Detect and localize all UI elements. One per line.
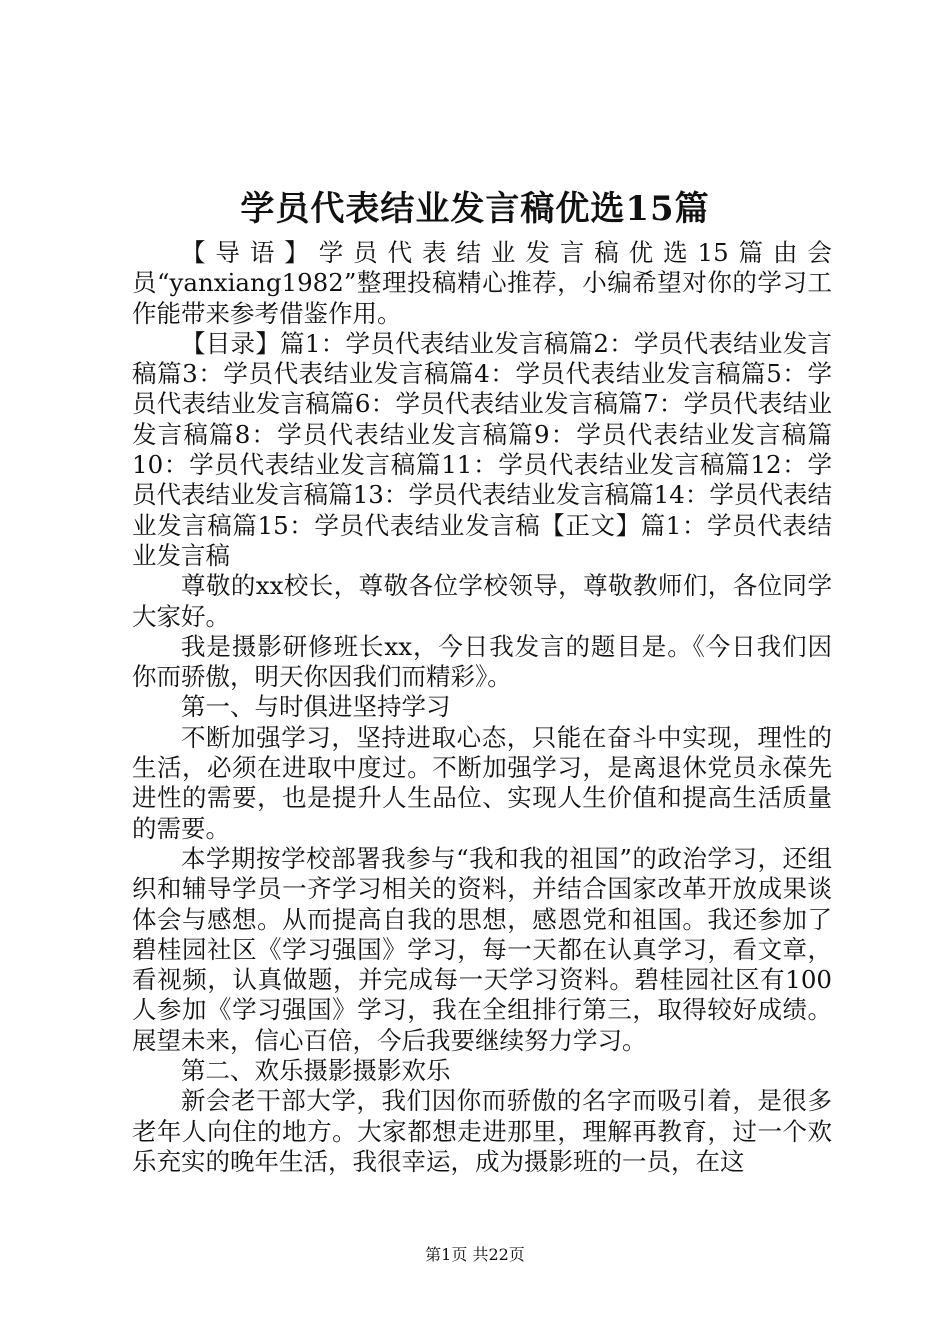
section-heading: 第一、与时俱进坚持学习 <box>181 692 451 722</box>
section-heading: 第二、欢乐摄影摄影欢乐 <box>181 1056 451 1086</box>
body-paragraph: 我是摄影研修班长xx，今日我发言的题目是。《今日我们因你而骄傲，明天你因我们而精彩》。 <box>132 631 832 692</box>
body-paragraph: 新会老干部大学，我们因你而骄傲的名字而吸引着，是很多老年人向住的地方。大家都想走进那里，理解再教育，过一个欢乐充实的晚年生活，我很幸运，成为摄影班的一员，在这 <box>132 1086 832 1176</box>
page-number-footer: 第1页 共22页 <box>425 1245 525 1264</box>
document-title: 学员代表结业发言稿优选15篇 <box>240 189 710 229</box>
toc-paragraph: 【目录】篇1：学员代表结业发言稿篇2：学员代表结业发言稿篇3：学员代表结业发言稿篇4：学员代表结业发言稿篇5：学员代表结业发言稿篇6：学员代表结业发言稿篇7：学员代表结业发言稿篇8：学员代表结业发言稿篇9：学员代表结业发言稿篇10：学员代表结业发言稿篇11：学员代表结业发言稿篇12：学员代表结业发言稿篇13：学员代表结业发言稿篇14：学员代表结业发言稿篇15：学员代表结业发言稿【正文】篇1：学员代表结业发言稿 <box>132 328 832 570</box>
body-paragraph: 不断加强学习，坚持进取心态，只能在奋斗中实现，理性的生活，必须在进取中度过。不断加强学习，是离退休党员永葆先进性的需要，也是提升人生品位、实现人生价值和提高生活质量的需要。 <box>132 722 832 843</box>
greeting-paragraph: 尊敬的xx校长，尊敬各位学校领导，尊敬教师们，各位同学大家好。 <box>132 571 832 631</box>
document-body <box>132 238 832 1177</box>
body-paragraph: 本学期按学校部署我参与“我和我的祖国”的政治学习，还组织和辅导学员一齐学习相关的资料，并结合国家改革开放成果谈体会与感想。从而提高自我的思想，感恩党和祖国。我还参加了碧桂园社区《学习强国》学习，每一天都在认真学习，看文章，看视频，认真做题，并完成每一天学习资料。碧桂园社区有100人参加《学习强国》学习，我在全组排行第三，取得较好成绩。展望未来，信心百倍，今后我要继续努力学习。 <box>132 843 832 1055</box>
intro-paragraph: 【导语】学员代表结业发言稿优选15篇由会员“yanxiang1982”整理投稿精心推荐，小编希望对你的学习工作能带来参考借鉴作用。 <box>132 238 832 328</box>
